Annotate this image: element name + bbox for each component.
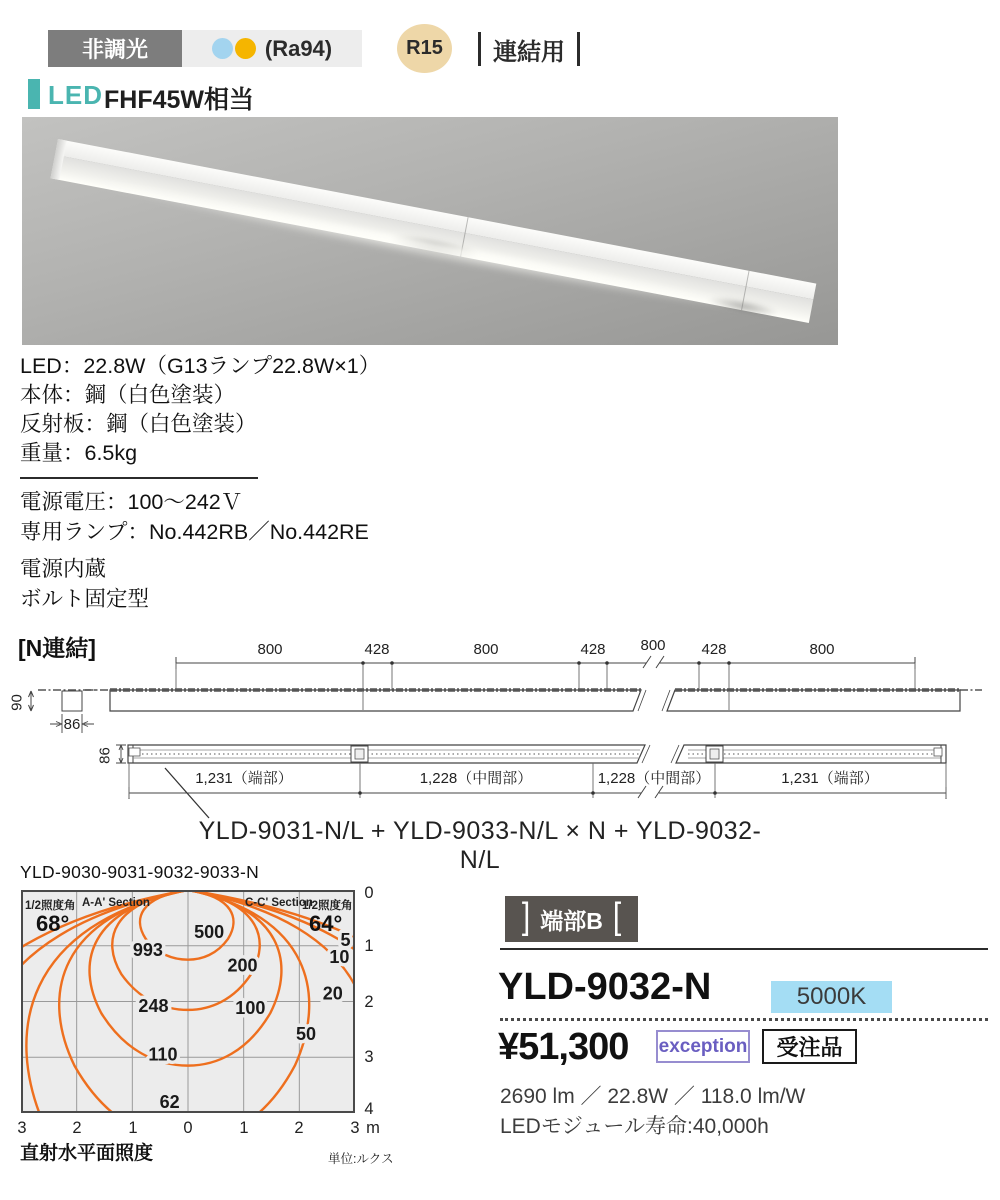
chart-title: YLD-9030-9031-9032-9033-N [20, 862, 260, 882]
isolux-label: 500 [194, 921, 225, 942]
made-to-order-badge: 受注品 [762, 1029, 857, 1064]
dim-label: 1,228（中間部） [597, 770, 711, 787]
y-tick: 1 [364, 937, 374, 955]
color-dot-yellow-icon [235, 38, 256, 59]
spec-line: 電源内蔵 [20, 557, 107, 581]
spec-line: 本体：鋼（白色塗装） [20, 383, 236, 407]
color-temp-badge: 5000K [771, 981, 892, 1013]
spec-line: 専用ランプ：No.442RB／No.442RE [20, 520, 369, 544]
dim-label: 1,231（端部） [781, 770, 879, 787]
y-tick: 3 [364, 1048, 374, 1066]
renketsu-label: 連結用 [493, 38, 565, 66]
left-bar-icon [478, 32, 481, 66]
isolux-label: 62 [159, 1091, 180, 1112]
fixture-top-face [55, 139, 816, 299]
equivalent-label: FHF45W相当 [104, 86, 255, 114]
y-tick: 2 [364, 993, 374, 1011]
bracket-left-icon: ] [521, 895, 531, 937]
renketsu-tag [478, 31, 580, 67]
spec-divider [20, 477, 258, 479]
color-rendering-badge [182, 30, 362, 67]
half-angle-caption-left: 1/2照度角 [25, 900, 76, 912]
dimming-badge [48, 30, 182, 67]
spec-line: ボルト固定型 [20, 587, 150, 611]
product-code: YLD-9032-N [498, 966, 712, 1008]
isolux-label: 993 [132, 940, 163, 961]
isolux-label: 50 [295, 1023, 317, 1044]
color-dot-blue-icon [212, 38, 233, 59]
spec-line: 重量：6.5kg [20, 441, 138, 465]
bracket-right-icon: [ [612, 895, 622, 937]
dim-label: 800 [640, 637, 666, 654]
x-tick: 2 [72, 1119, 82, 1137]
dim-label: 428 [580, 641, 606, 658]
diagram-heading: [N連結] [18, 635, 96, 661]
model-formula: YLD-9031-N/L + YLD-9033-N/L × N + YLD-9032-N/L [198, 817, 762, 874]
product-divider [500, 948, 988, 950]
right-bar-icon [577, 32, 580, 66]
y-tick: 4 [364, 1100, 374, 1118]
dim-label: 1,231（端部） [195, 770, 293, 787]
x-tick: 1 [239, 1119, 249, 1137]
isolux-label: 10 [329, 946, 350, 967]
dim-label: 90 [8, 694, 26, 711]
isolux-label: 5 [340, 930, 351, 951]
x-tick: 2 [294, 1119, 304, 1137]
dotted-divider [500, 1018, 988, 1021]
chart-caption: 直射水平面照度 [20, 1143, 154, 1164]
isolux-label: 110 [148, 1044, 178, 1065]
x-tick: 3 [350, 1119, 360, 1137]
spec-line: LED：22.8W（G13ランプ22.8W×1） [20, 354, 381, 378]
r15-label: R15 [406, 37, 443, 59]
isolux-label: 248 [138, 995, 169, 1016]
isolux-label: 200 [227, 955, 258, 976]
spec-line: 電源電圧：100〜242Ｖ [20, 490, 243, 514]
dim-label: 86 [96, 747, 114, 764]
edge-type-badge [505, 896, 638, 942]
section-label-cc: C-C' Section [245, 897, 313, 909]
dim-label: 86 [63, 716, 81, 733]
price: ¥51,300 [498, 1026, 629, 1068]
x-tick: 1 [128, 1119, 138, 1137]
led-label: LED [48, 80, 103, 110]
dim-label: 800 [473, 641, 499, 658]
half-angle-caption-right: 1/2照度角 [302, 900, 353, 912]
y-tick: 0 [364, 884, 374, 902]
half-angle-value-left: 68° [36, 911, 70, 936]
linear-fixture-image [50, 139, 817, 327]
chart-unit-note: 単位:ルクス [328, 1152, 394, 1166]
lifetime-spec: LEDモジュール寿命:40,000h [500, 1115, 769, 1138]
fixture-underglow [79, 176, 787, 326]
performance-specs: 2690 lm ／ 22.8W ／ 118.0 lm/W [500, 1085, 806, 1108]
spec-block-1 [20, 352, 380, 468]
exception-badge: exception [656, 1030, 750, 1063]
dim-label: 800 [257, 641, 283, 658]
r15-badge [397, 24, 452, 73]
edge-type-label: 端部B [540, 907, 603, 934]
isolux-chart-svg [21, 890, 355, 1113]
axis-unit-label: m [366, 1119, 380, 1137]
section-label-aa: A-A' Section [82, 897, 150, 909]
isolux-chart [21, 890, 355, 1114]
dimming-badge-label: 非調光 [81, 37, 148, 62]
dim-label: 428 [701, 641, 727, 658]
x-tick: 0 [183, 1119, 193, 1137]
isolux-label: 20 [322, 983, 343, 1004]
teal-accent-bar [28, 79, 40, 109]
spec-block-2 [20, 487, 369, 614]
dim-label: 428 [364, 641, 390, 658]
spec-line: 反射板：鋼（白色塗装） [20, 412, 257, 436]
dim-label: 800 [809, 641, 835, 658]
half-angle-value-right: 64° [309, 911, 343, 936]
cri-label: (Ra94) [264, 35, 333, 61]
product-photo [22, 117, 838, 345]
dim-label: 1,228（中間部） [419, 770, 533, 787]
x-tick: 3 [17, 1119, 27, 1137]
isolux-label: 100 [235, 998, 266, 1019]
